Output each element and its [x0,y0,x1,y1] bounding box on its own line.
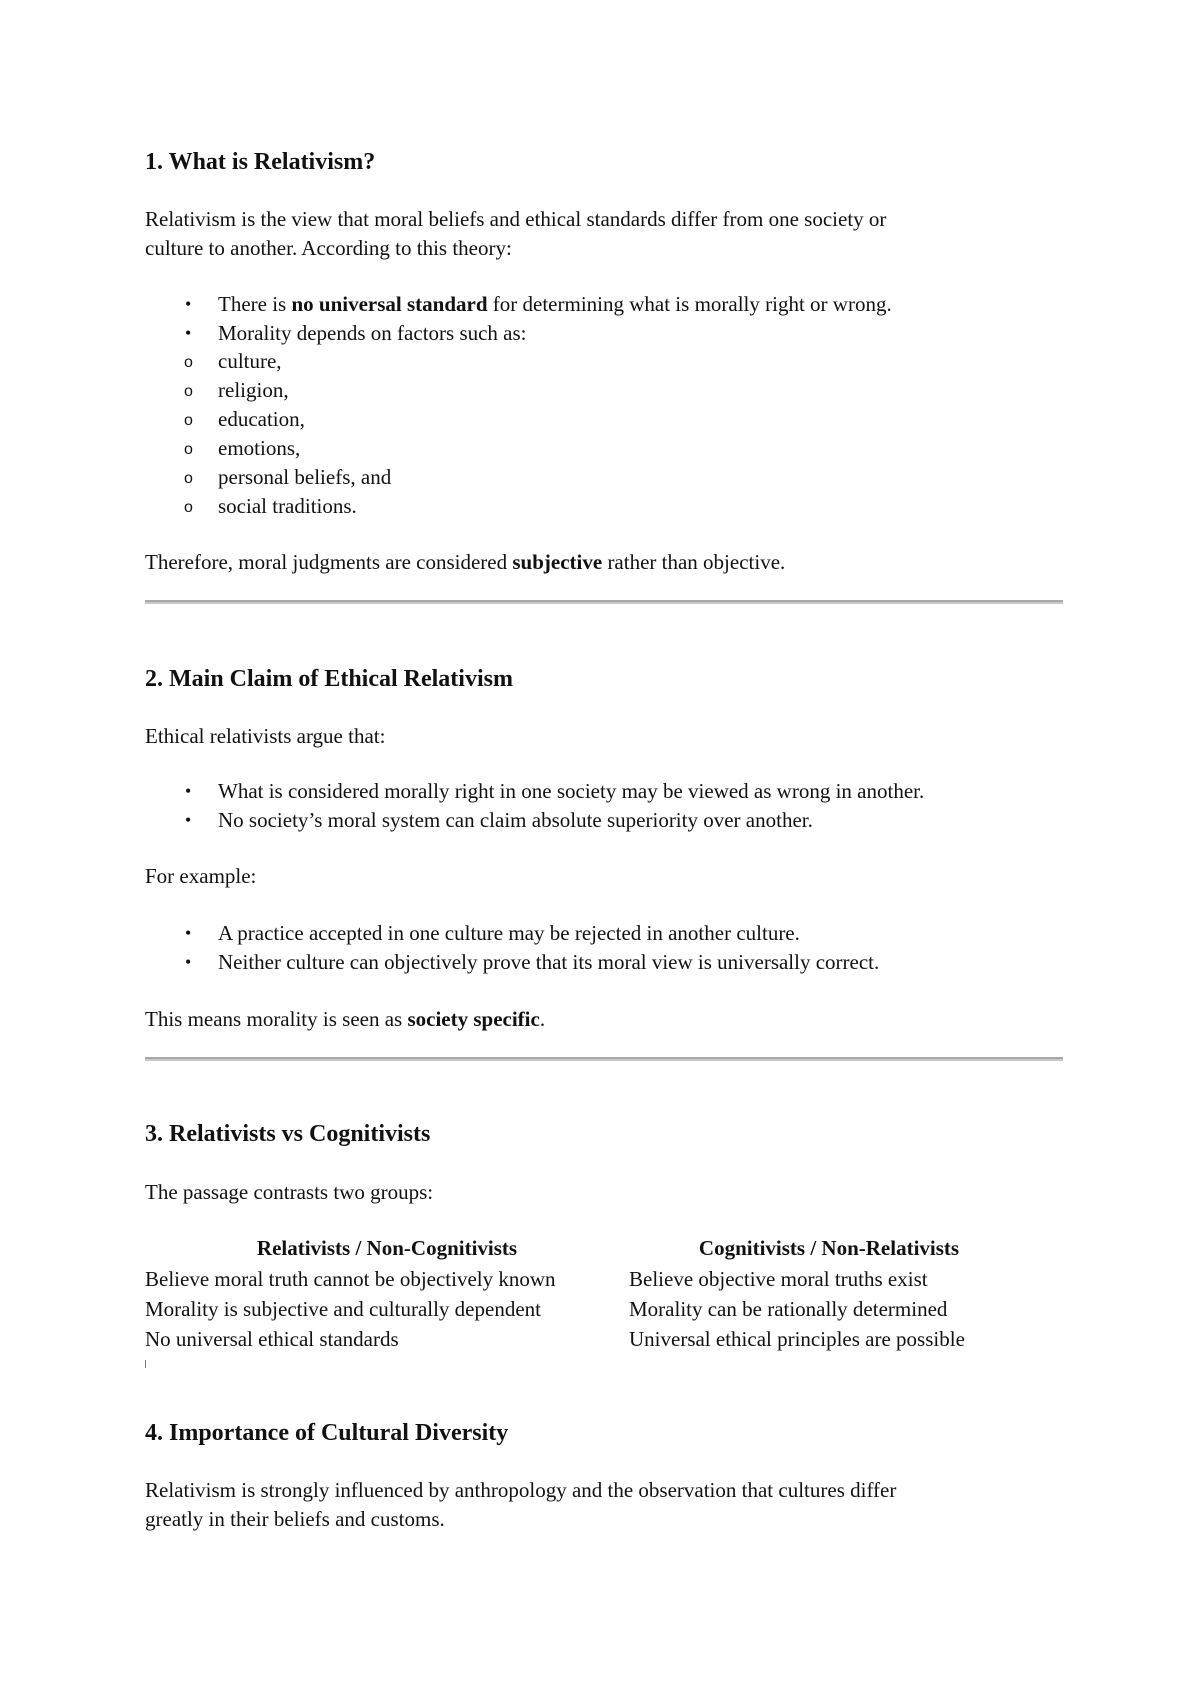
table-header: Cognitivists / Non-Relativists [698,1236,960,1260]
section-2-conclusion: This means morality is seen as society specific. [145,1007,546,1031]
table-cell: Morality is subjective and culturally dependent [145,1297,541,1321]
factor-item: o culture, [218,347,1065,376]
cursor-mark [145,1360,146,1368]
emphasis: no universal standard [291,292,488,316]
factor-item: o personal beliefs, and [218,463,1065,492]
section-2-heading: 2. Main Claim of Ethical Relativism [145,666,513,692]
table-cell: No universal ethical standards [145,1327,399,1351]
list-item: • Morality depends on factors such as: o culture, o religion, o education, o emotions, o personal beliefs, and o social traditions. [145,319,1065,522]
table-cell: Universal ethical principles are possible [629,1327,965,1351]
bullet-icon: • [185,322,192,343]
factor-list [184,347,1065,521]
bullet-icon: • [185,923,192,943]
table-header: Relativists / Non-Cognitivists [256,1236,518,1260]
section-1-intro-line1: Relativism is the view that moral beliefs and ethical standards differ from one society or [145,207,887,231]
comparison-table [145,1236,1029,1357]
sub-bullet-icon: o [184,499,193,516]
section-1-list [145,290,1065,521]
sub-bullet-icon: o [184,354,193,371]
table-row [145,1327,1029,1357]
table-cell: Believe objective moral truths exist [629,1267,928,1291]
factor-item: o education, [218,405,1065,434]
section-2-example-intro: For example: [145,864,257,888]
section-3-intro: The passage contrasts two groups: [145,1180,434,1204]
factor-item: o religion, [218,376,1065,405]
bullet-icon: • [185,809,192,830]
list-item: • There is no universal standard for determining what is morally right or wrong. [145,290,1065,319]
section-1-intro-line2: culture to another. According to this theory: [145,236,512,260]
section-4-body: Relativism is strongly influenced by anthropology and the observation that cultures differ greatly in their beliefs and customs. [145,1478,897,1531]
section-2-intro: Ethical relativists argue that: [145,724,386,748]
horizontal-rule [145,600,1063,604]
table-cell: Believe moral truth cannot be objectively known [145,1267,556,1291]
table-header-row [145,1236,1029,1267]
sub-bullet-icon: o [184,441,193,458]
section-2 [145,665,1065,693]
factor-item: o emotions, [218,434,1065,463]
sub-bullet-icon: o [184,470,193,487]
section-4-heading: 4. Importance of Cultural Diversity [145,1420,509,1446]
table-row [145,1297,1029,1327]
bullet-icon: • [185,781,192,801]
sub-bullet-icon: o [184,383,193,400]
section-2-list [145,777,1065,834]
horizontal-rule [145,1057,1063,1061]
section-1 [145,148,1065,176]
list-item: • Neither culture can objectively prove that its moral view is universally correct. [145,948,1065,977]
bullet-icon: • [185,294,192,314]
list-item: • A practice accepted in one culture may be rejected in another culture. [145,919,1065,948]
factor-item: o social traditions. [218,492,1065,521]
sub-bullet-icon: o [184,412,193,429]
bullet-icon: • [185,951,192,972]
section-1-conclusion: Therefore, moral judgments are considered subjective rather than objective. [145,550,786,574]
section-1-heading: 1. What is Relativism? [145,149,376,175]
table-cell: Morality can be rationally determined [629,1297,948,1321]
table-row [145,1267,1029,1297]
section-3-heading: 3. Relativists vs Cognitivists [145,1121,431,1147]
section-2-example-list [145,919,1065,976]
emphasis: society specific [407,1007,540,1031]
section-1-intro [145,205,1065,263]
emphasis: subjective [512,550,603,574]
list-item: • No society’s moral system can claim absolute superiority over another. [145,806,1065,835]
list-item: • What is considered morally right in one society may be viewed as wrong in another. [145,777,1065,806]
section-3 [145,1120,1065,1148]
section-4 [145,1419,1065,1447]
comparison-table-wrap [145,1236,1065,1357]
